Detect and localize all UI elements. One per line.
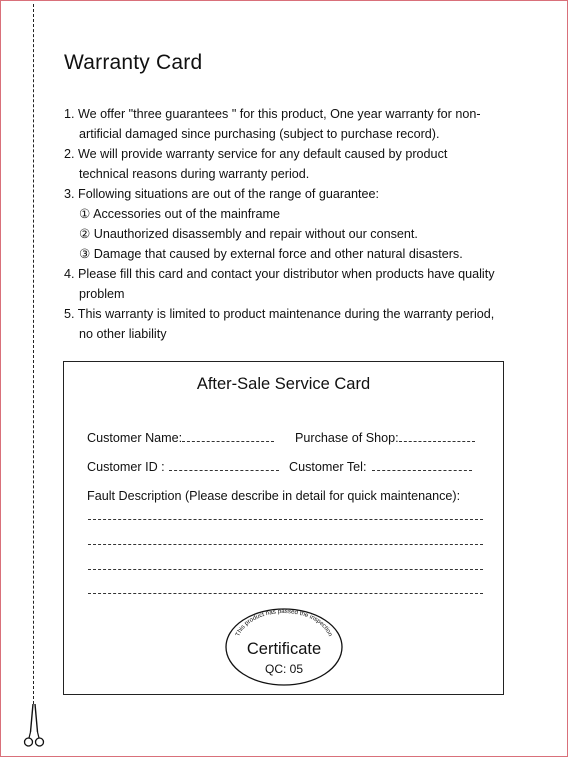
fault-description-line[interactable]: [88, 569, 483, 570]
seal-arc-text: This product has passed the inspection: [234, 607, 334, 638]
card-title: After-Sale Service Card: [196, 375, 371, 393]
warranty-terms: [64, 104, 514, 344]
term-item: 4. Please fill this card and contact your distributor when products have quality: [64, 267, 495, 281]
seal-title: Certificate: [246, 640, 322, 658]
customer-name-label: Customer Name:: [87, 431, 183, 445]
term-subitem: ③ Damage that caused by external force and other natural disasters.: [79, 247, 463, 261]
fault-description-line[interactable]: [88, 519, 483, 520]
term-subitem: ① Accessories out of the mainframe: [79, 207, 280, 221]
purchase-shop-blank[interactable]: [399, 439, 475, 442]
after-sale-service-card: [63, 361, 504, 695]
term-subitem: ② Unauthorized disassembly and repair without our consent.: [79, 227, 418, 241]
customer-id-label: Customer ID :: [87, 460, 165, 474]
term-item: 5. This warranty is limited to product maintenance during the warranty period,: [64, 307, 495, 321]
term-item: 2. We will provide warranty service for any default caused by product: [64, 147, 448, 161]
purchase-shop-field[interactable]: [295, 431, 475, 445]
fault-description-line[interactable]: [88, 544, 483, 545]
fault-description-label: Fault Description (Please describe in detail for quick maintenance):: [87, 489, 461, 503]
term-continuation: artificial damaged since purchasing (subject to purchase record).: [79, 127, 440, 141]
customer-id-blank[interactable]: [169, 468, 279, 471]
purchase-shop-label: Purchase of Shop:: [295, 431, 399, 445]
term-continuation: problem: [79, 287, 125, 301]
term-item: 1. We offer "three guarantees " for this product, One year warranty for non-: [64, 107, 481, 121]
fault-description-line[interactable]: [88, 593, 483, 594]
customer-tel-blank[interactable]: [372, 468, 472, 471]
cut-line: [33, 4, 34, 704]
customer-tel-field[interactable]: [289, 460, 472, 474]
customer-id-field[interactable]: [87, 460, 279, 474]
certificate-seal: [224, 607, 344, 687]
customer-name-field[interactable]: [87, 431, 274, 445]
term-continuation: no other liability: [79, 327, 167, 341]
seal-code: QC: 05: [264, 662, 304, 676]
page-title: Warranty Card: [64, 51, 203, 74]
term-continuation: technical reasons during warranty period.: [79, 167, 310, 181]
customer-name-blank[interactable]: [182, 439, 274, 442]
term-item: 3. Following situations are out of the range of guarantee:: [64, 187, 380, 201]
scissors-icon: [22, 702, 46, 750]
customer-tel-label: Customer Tel:: [289, 460, 367, 474]
